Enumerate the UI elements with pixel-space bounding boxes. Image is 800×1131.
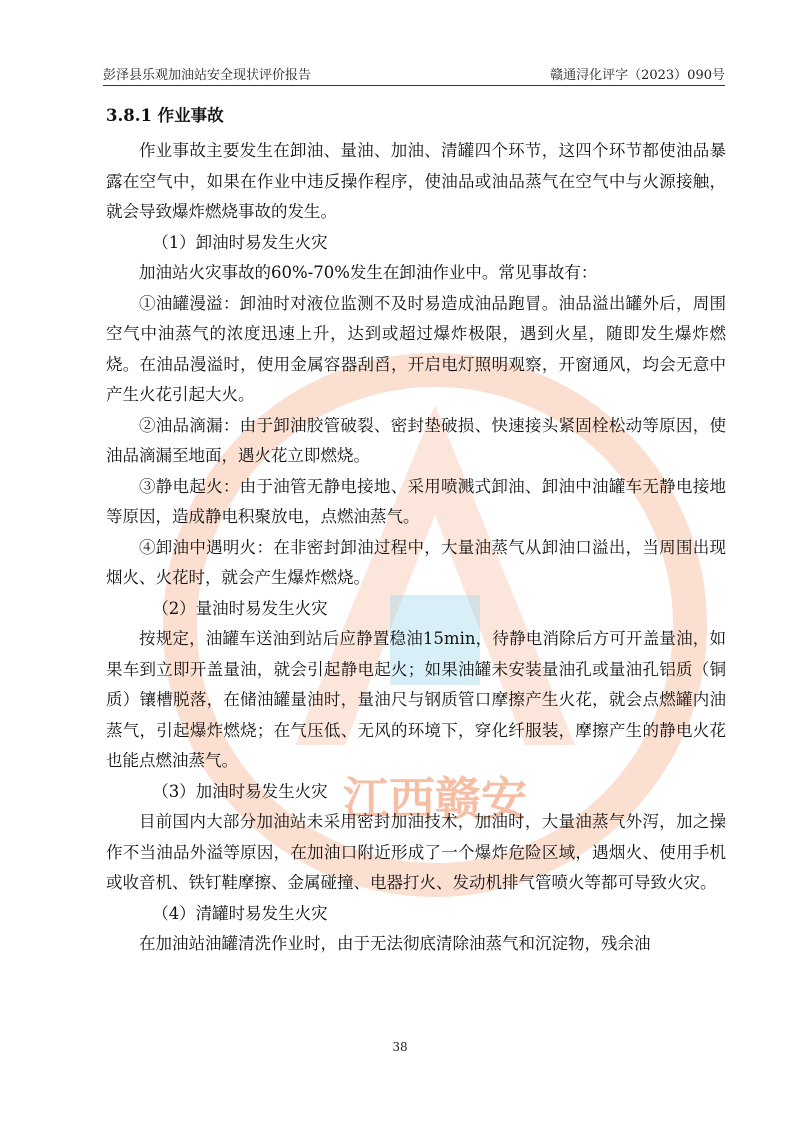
subheading: （3）加油时易发生火灾 bbox=[152, 781, 328, 801]
paragraph: 目前国内大部分加油站未采用密封加油技术，加油时，大量油蒸气外泻，加之操作不当油品外溢等原因，在加油口附近形成了一个爆炸危险区域，遇烟火、使用手机或收音机、铁钉鞋摩擦、金属碰撞、电器打火、发动机排气管喷火等都可导致火灾。 bbox=[106, 812, 726, 892]
paragraph: 在加油站油罐清洗作业时，由于无法彻底清除油蒸气和沉淀物，残余油 bbox=[139, 934, 651, 953]
subheading: （1）卸油时易发生火灾 bbox=[152, 232, 328, 252]
paragraph: ①油罐漫溢：卸油时对液位监测不及时易造成油品跑冒。油品溢出罐外后，周围空气中油蒸气的浓度迅速上升，达到或超过爆炸极限，遇到火星，随即发生爆炸燃烧。在油品漫溢时，使用金属容器刮舀，开启电灯照明观察，开窗通风，均会无意中产生火花引起大火。 bbox=[106, 293, 726, 404]
section-heading: 3.8.1 作业事故 bbox=[106, 106, 224, 125]
paragraph: 按规定，油罐车送油到站后应静置稳油15min，待静电消除后方可开盖量油，如果车到立即开盖量油，就会引起静电起火；如果油罐未安装量油孔或量油孔铝质（铜质）镶槽脱落，在储油罐量油时，量油尺与钢质管口摩擦产生火花，就会点燃罐内油蒸气，引起爆炸燃烧；在气压低、无风的环境下，穿化纤服装，摩擦产生的静电火花也能点燃油蒸气。 bbox=[106, 629, 726, 770]
header-document-number: 赣通浔化评字（2023）090号 bbox=[550, 68, 725, 83]
subheading: （2）量油时易发生火灾 bbox=[152, 598, 328, 618]
paragraph: ④卸油中遇明火：在非密封卸油过程中，大量油蒸气从卸油口溢出，当周围出现烟火、火花时，就会产生爆炸燃烧。 bbox=[106, 537, 726, 587]
subheading: （4）清罐时易发生火灾 bbox=[152, 903, 328, 923]
paragraph: ②油品滴漏：由于卸油胶管破裂、密封垫破损、快速接头紧固栓松动等原因，使油品滴漏至地面，遇火花立即燃烧。 bbox=[106, 415, 726, 465]
page-number: 38 bbox=[392, 1040, 408, 1054]
watermark-text: 江西赣安 bbox=[343, 772, 527, 826]
paragraph: 加油站火灾事故的60%-70%发生在卸油作业中。常见事故有： bbox=[139, 263, 598, 282]
page-body bbox=[106, 96, 726, 960]
header-divider bbox=[103, 85, 725, 86]
paragraph: 作业事故主要发生在卸油、量油、加油、清罐四个环节，这四个环节都使油品暴露在空气中，如果在作业中违反操作程序，使油品或油品蒸气在空气中与火源接触，就会导致爆炸燃烧事故的发生。 bbox=[106, 141, 726, 221]
page-header bbox=[103, 64, 725, 83]
paragraph: ③静电起火：由于油管无静电接地、采用喷溅式卸油、卸油中油罐车无静电接地等原因，造成静电积聚放电，点燃油蒸气。 bbox=[106, 476, 726, 526]
body-paragraphs bbox=[106, 136, 726, 960]
header-report-title: 彭泽县乐观加油站安全现状评价报告 bbox=[103, 68, 312, 83]
